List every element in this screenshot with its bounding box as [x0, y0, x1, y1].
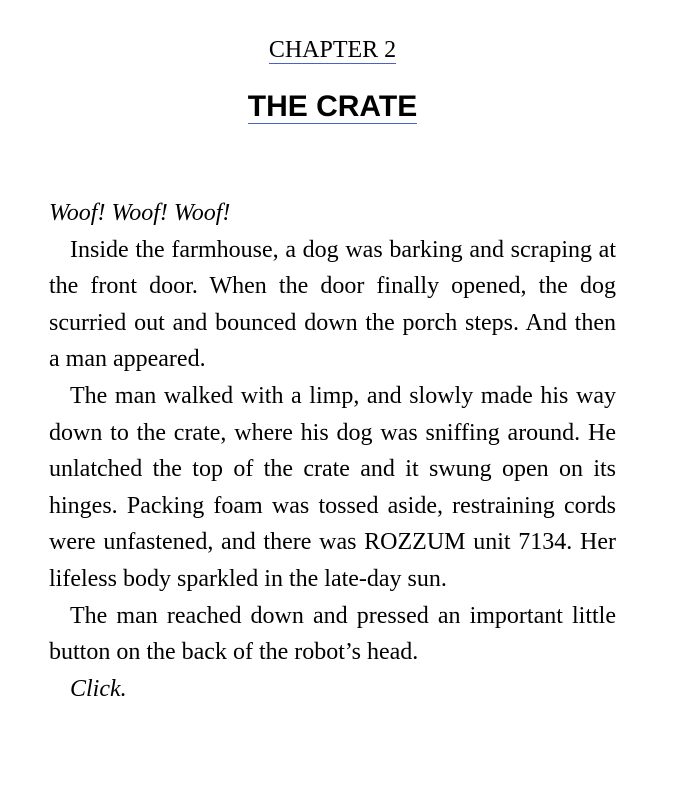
paragraph-button: The man reached down and pressed an important little button on the back of the robot’s head.	[49, 602, 616, 666]
paragraph-woof: Woof! Woof! Woof!	[49, 200, 231, 226]
paragraph-click: Click.	[70, 675, 127, 702]
chapter-number-heading	[49, 35, 616, 65]
paragraph-man-limp: The man walked with a limp, and slowly made his way down to the crate, where his dog was sniffing around. He unlatched the top of the crate and it swung open on its hinges. Packing foam was tossed aside, restraining cords were unfastened, and there was ROZZUM unit 7134. Her lifeless body sparkled in the late-day sun.	[49, 382, 616, 592]
paragraph-farmhouse: Inside the farmhouse, a dog was barking and scraping at the front door. When the door finally opened, the dog scurried out and bounced down the porch steps. And then a man appeared.	[49, 236, 616, 373]
chapter-number-link[interactable]: CHAPTER 2	[268, 37, 397, 63]
chapter-title-heading	[49, 88, 616, 126]
chapter-title-link[interactable]: THE CRATE	[247, 90, 418, 123]
chapter-body-text	[49, 195, 616, 707]
